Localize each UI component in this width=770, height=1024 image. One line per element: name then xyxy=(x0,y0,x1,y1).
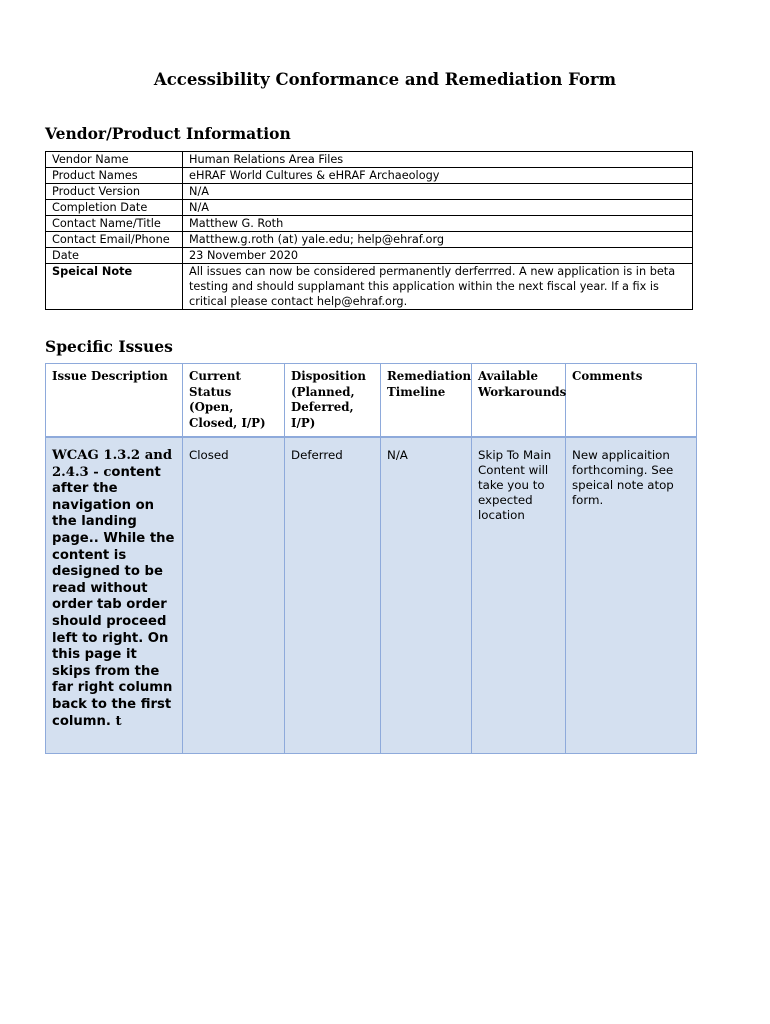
table-row xyxy=(46,168,693,184)
table-header-row xyxy=(46,364,697,438)
table-row xyxy=(46,437,697,754)
comments-header: Comments xyxy=(566,364,697,438)
contact-email-label: Contact Email/Phone xyxy=(46,232,183,248)
table-row xyxy=(46,184,693,200)
completion-date-value: N/A xyxy=(183,200,693,216)
special-note-value: All issues can now be considered permanently derferrred. A new application is in beta testing and should supplamant this application within the next fiscal year. If a fix is critical please contact help@ehraf.org. xyxy=(183,264,693,310)
table-row xyxy=(46,216,693,232)
issue-description-suffix: t xyxy=(110,713,122,729)
table-row xyxy=(46,200,693,216)
table-row xyxy=(46,264,693,310)
contact-email-value: Matthew.g.roth (at) yale.edu; help@ehraf.org xyxy=(183,232,693,248)
product-names-value: eHRAF World Cultures & eHRAF Archaeology xyxy=(183,168,693,184)
specific-issues-table xyxy=(45,363,697,754)
vendor-section-heading: Vendor/Product Information xyxy=(45,124,291,143)
product-names-label: Product Names xyxy=(46,168,183,184)
issues-section-heading: Specific Issues xyxy=(45,337,173,356)
current-status-header: Current Status (Open, Closed, I/P) xyxy=(183,364,285,438)
product-version-label: Product Version xyxy=(46,184,183,200)
current-status-cell: Closed xyxy=(183,437,285,754)
date-value: 23 November 2020 xyxy=(183,248,693,264)
available-workarounds-header: Available Workarounds xyxy=(472,364,566,438)
remediation-timeline-cell: N/A xyxy=(381,437,472,754)
remediation-timeline-header: Remediation Timeline xyxy=(381,364,472,438)
table-row xyxy=(46,248,693,264)
vendor-info-table xyxy=(45,151,693,310)
table-row xyxy=(46,232,693,248)
vendor-name-value: Human Relations Area Files xyxy=(183,152,693,168)
issue-description-cell xyxy=(46,437,183,754)
issue-description-header: Issue Description xyxy=(46,364,183,438)
issue-description-body: ontent after the navigation on the landing page.. While the content is designed to be read without order tab order should proceed left to right. On this page it skips from the far right column back to the first column. xyxy=(52,464,175,729)
disposition-cell: Deferred xyxy=(285,437,381,754)
issue-description-prefix: WCAG 1.3.2 and 2.4.3 - c xyxy=(52,448,173,480)
comments-cell: New applicaition forthcoming. See speical note atop form. xyxy=(566,437,697,754)
contact-name-value: Matthew G. Roth xyxy=(183,216,693,232)
table-row xyxy=(46,152,693,168)
product-version-value: N/A xyxy=(183,184,693,200)
available-workarounds-cell: Skip To Main Content will take you to expected location xyxy=(472,437,566,754)
contact-name-label: Contact Name/Title xyxy=(46,216,183,232)
date-label: Date xyxy=(46,248,183,264)
vendor-name-label: Vendor Name xyxy=(46,152,183,168)
page-title: Accessibility Conformance and Remediation Form xyxy=(153,70,617,89)
special-note-label: Speical Note xyxy=(46,264,183,310)
completion-date-label: Completion Date xyxy=(46,200,183,216)
disposition-header: Disposition (Planned, Deferred, I/P) xyxy=(285,364,381,438)
